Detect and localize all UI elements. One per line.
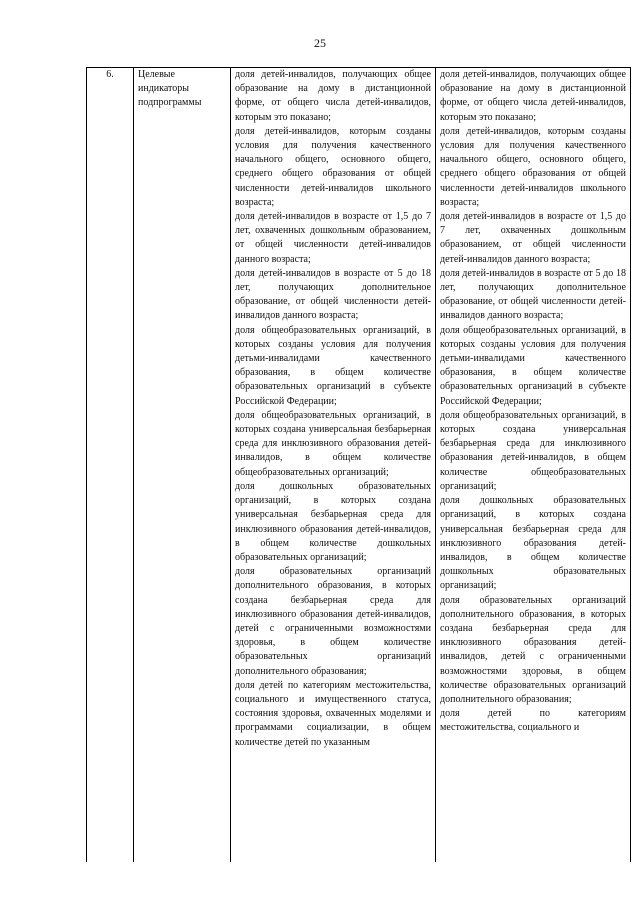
row-name: Целевые индикаторы подпрограммы (138, 69, 202, 109)
indicators-column-a (231, 68, 436, 863)
indicators-column-b (436, 68, 631, 863)
row-number-cell (87, 68, 134, 863)
indicators-text-b: доля детей-инвалидов, получающих общее образование на дому в дистанционной форме, от общего числа детей-инвалидов, которым это показано; доля детей-инвалидов, которым созданы условия для получения качественного начального общего, основного общего, среднего общего образования от общей численности детей-инвалидов школьного возраста; доля детей-инвалидов в возрасте от 1,5 до 7 лет, охваченных дошкольным образованием, от общей численности детей-инвалидов данного возраста; доля детей-инвалидов в возрасте от 5 до 18 лет, получающих дополнительное образование, от общей численности детей-инвалидов данного возраста; доля общеобразовательных организаций, в которых созданы условия для получения детьми-инвалидами качественного образования, в общем количестве образовательных организаций в субъекте Российской Федерации; доля общеобразовательных организаций, в которых создана универсальная безбарьерная среда для инклюзивного образования детей-инвалидов, в общем количестве общеобразовательных организаций; доля дошкольных образовательных организаций, в которых создана универсальная безбарьерная среда для инклюзивного образования детей-инвалидов, в общем количестве дошкольных образовательных организаций; доля образовательных организаций дополнительного образования, в которых создана безбарьерная среда для инклюзивного образования детей-инвалидов, детей с ограниченными возможностями здоровья, в общем количестве образовательных организаций дополнительного образования; доля детей по категориям местожительства, социального и (440, 69, 626, 734)
page-number: 25 (314, 36, 326, 50)
indicators-table (86, 67, 631, 862)
indicators-text-a: доля детей-инвалидов, получающих общее образование на дому в дистанционной форме, от общего числа детей-инвалидов, которым это показано; доля детей-инвалидов, которым созданы условия для получения качественного начального общего, основного общего, среднего общего образования от общей численности детей-инвалидов школьного возраста; доля детей-инвалидов в возрасте от 1,5 до 7 лет, охваченных дошкольным образованием, от общей численности детей-инвалидов данного возраста; доля детей-инвалидов в возрасте от 5 до 18 лет, получающих дополнительное образование, от общей численности детей-инвалидов данного возраста; доля общеобразовательных организаций, в которых созданы условия для получения детьми-инвалидами качественного образования, в общем количестве образовательных организаций в субъекте Российской Федерации; доля общеобразовательных организаций, в которых создана универсальная безбарьерная среда для инклюзивного образования детей-инвалидов, в общем количестве общеобразовательных организаций; доля дошкольных образовательных организаций, в которых создана универсальная безбарьерная среда для инклюзивного образования детей-инвалидов, в общем количестве дошкольных образовательных организаций; доля образовательных организаций дополнительного образования, в которых создана безбарьерная среда для инклюзивного образования детей-инвалидов, детей с ограниченными возможностями здоровья, в общем количестве образовательных организаций дополнительного образования; доля детей по категориям местожительства, социального и имущественного статуса, состояния здоровья, охваченных моделями и программами социализации, в общем количестве детей по указанным (235, 69, 431, 748)
table-row (87, 68, 631, 863)
row-number: 6. (106, 69, 114, 80)
row-name-cell (134, 68, 231, 863)
